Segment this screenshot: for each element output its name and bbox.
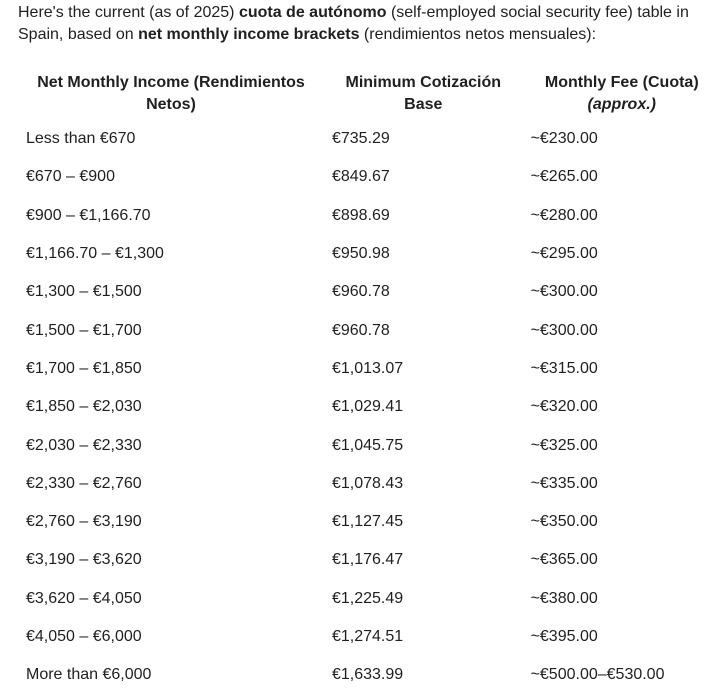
intro-text-2: (self-employed social security fee) table in Spain, based on — [18, 4, 689, 43]
intro-text-1: Here's the current (as of 2025) — [18, 4, 239, 21]
cell-monthly-fee: ~€350.00 — [530, 513, 598, 531]
table-row — [18, 158, 721, 196]
intro-text-3: (rendimientos netos mensuales): — [359, 26, 597, 43]
cell-min-base: €1,045.75 — [331, 436, 404, 454]
header-label: Net Monthly Income (Rendimientos Netos) — [37, 74, 305, 113]
table-row — [18, 350, 721, 388]
cell-min-base: €960.78 — [331, 321, 390, 339]
cell-monthly-fee: ~€315.00 — [530, 359, 598, 377]
cell-net-income: More than €6,000 — [26, 666, 152, 684]
header-label: Monthly Fee (Cuota) — [544, 74, 699, 91]
cell-net-income: €1,300 – €1,500 — [26, 283, 142, 301]
cell-min-base: €1,078.43 — [331, 474, 404, 492]
cell-min-base: €1,225.49 — [331, 589, 404, 607]
table-row — [18, 273, 721, 311]
cell-monthly-fee: ~€500.00–€530.00 — [530, 666, 665, 684]
cell-net-income: €3,190 – €3,620 — [26, 551, 142, 569]
cell-monthly-fee: ~€395.00 — [530, 628, 598, 645]
cell-net-income: €1,500 – €1,700 — [26, 321, 142, 339]
cell-monthly-fee: ~€300.00 — [530, 283, 598, 301]
table-row — [18, 388, 721, 426]
cell-min-base: €1,029.41 — [331, 398, 404, 416]
table-row — [18, 120, 721, 158]
cell-net-income: €900 – €1,166.70 — [26, 206, 151, 224]
table-header-row — [18, 66, 721, 120]
cell-min-base: €1,633.99 — [331, 666, 404, 684]
intro-bold-2: net monthly income brackets — [138, 26, 360, 43]
cell-net-income: €2,030 – €2,330 — [26, 436, 142, 454]
cell-net-income: €1,700 – €1,850 — [26, 359, 142, 377]
table-body — [18, 120, 721, 694]
cell-net-income: €1,166.70 – €1,300 — [26, 245, 164, 263]
cell-net-income: €2,330 – €2,760 — [26, 474, 142, 492]
cell-min-base: €1,127.45 — [331, 513, 404, 531]
cell-monthly-fee: ~€280.00 — [530, 206, 598, 224]
cell-monthly-fee: ~€380.00 — [530, 589, 598, 607]
cell-min-base: €898.69 — [331, 206, 390, 224]
cuota-table — [18, 66, 721, 694]
table-row — [18, 580, 721, 618]
cell-net-income: Less than €670 — [26, 130, 136, 148]
table-row — [18, 618, 721, 656]
cell-monthly-fee: ~€320.00 — [530, 398, 598, 416]
cell-min-base: €1,013.07 — [331, 359, 404, 377]
table-row — [18, 541, 721, 579]
cell-min-base: €849.67 — [331, 168, 390, 186]
cell-min-base: €735.29 — [331, 130, 390, 148]
header-min-base — [324, 66, 523, 120]
intro-paragraph — [18, 2, 718, 46]
header-label: Minimum Cotización Base — [345, 74, 502, 113]
cell-net-income: €4,050 – €6,000 — [26, 628, 142, 645]
table-row — [18, 235, 721, 273]
cell-net-income: €1,850 – €2,030 — [26, 398, 142, 416]
cell-min-base: €1,176.47 — [331, 551, 404, 569]
cell-net-income: €3,620 – €4,050 — [26, 589, 142, 607]
cell-net-income: €2,760 – €3,190 — [26, 513, 142, 531]
cell-monthly-fee: ~€265.00 — [530, 168, 598, 186]
table-row — [18, 503, 721, 541]
cell-min-base: €960.78 — [331, 283, 390, 301]
cell-monthly-fee: ~€230.00 — [530, 130, 598, 148]
cell-monthly-fee: ~€335.00 — [530, 474, 598, 492]
header-net-income — [18, 66, 324, 120]
table-row — [18, 197, 721, 235]
cell-monthly-fee: ~€325.00 — [530, 436, 598, 454]
table-row — [18, 311, 721, 349]
cell-min-base: €950.98 — [331, 245, 390, 263]
header-sublabel: (approx.) — [587, 96, 656, 113]
header-monthly-fee — [523, 66, 721, 120]
table-row — [18, 426, 721, 464]
cell-net-income: €670 – €900 — [26, 168, 115, 186]
cell-monthly-fee: ~€295.00 — [530, 245, 598, 263]
cell-min-base: €1,274.51 — [331, 628, 404, 645]
table-row — [18, 656, 721, 694]
intro-bold-1: cuota de autónomo — [238, 4, 387, 21]
cell-monthly-fee: ~€365.00 — [530, 551, 598, 569]
table-row — [18, 465, 721, 503]
cell-monthly-fee: ~€300.00 — [530, 321, 598, 339]
